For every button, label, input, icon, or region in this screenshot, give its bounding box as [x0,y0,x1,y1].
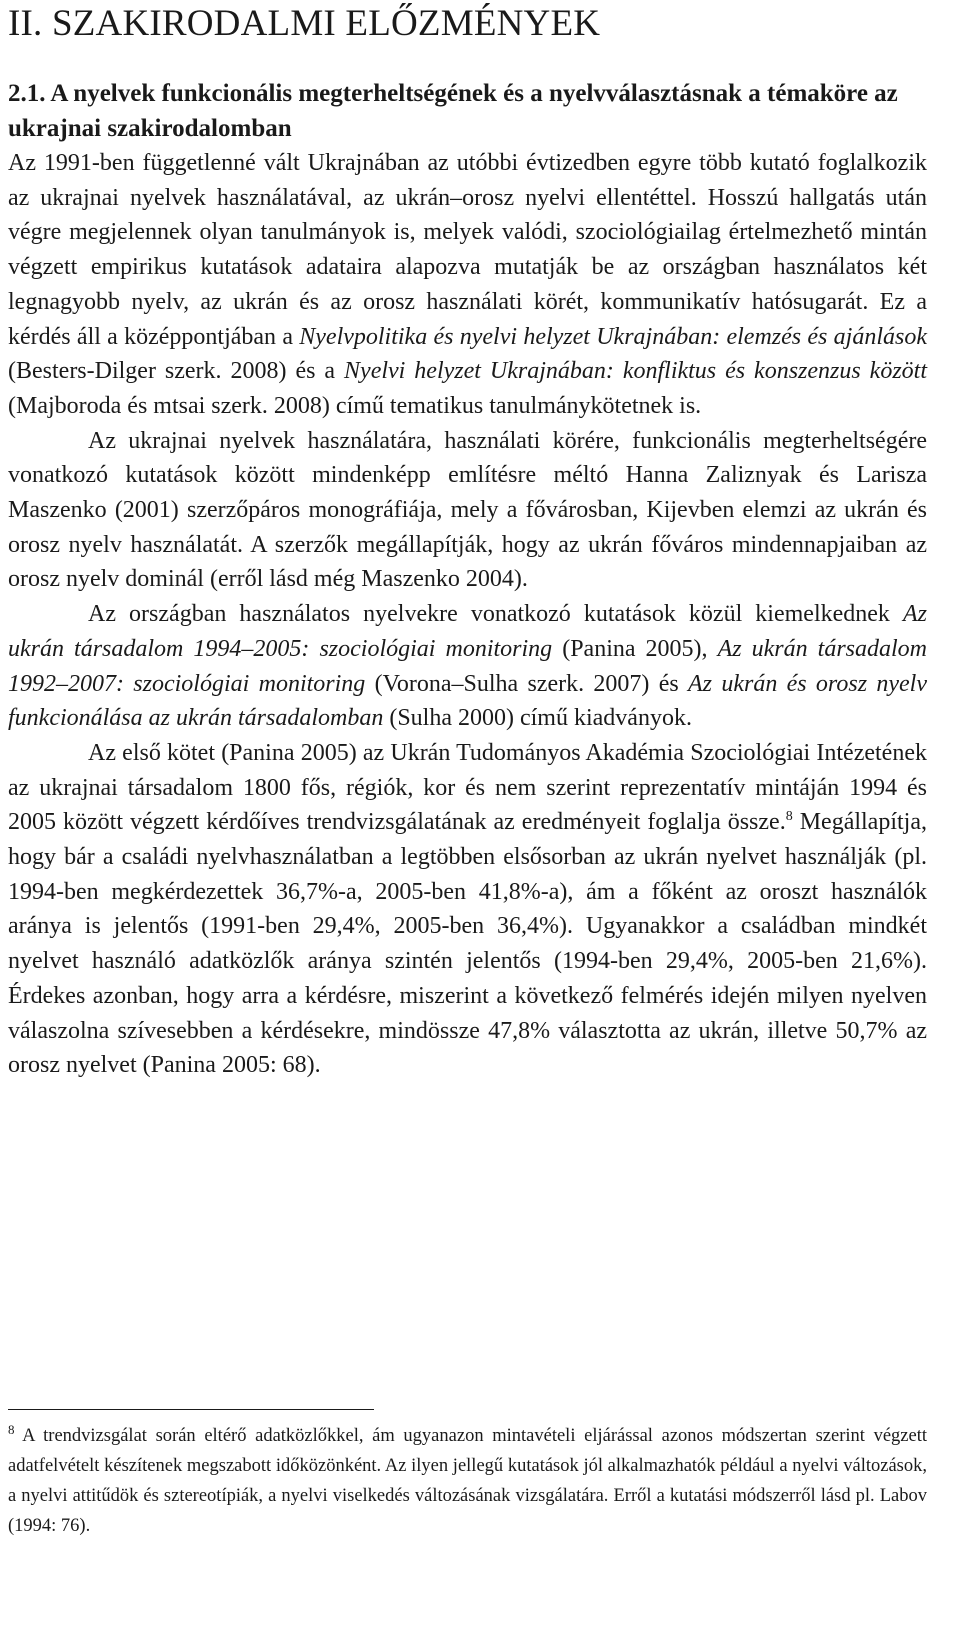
footnote-text: A trendvizsgálat során eltérő adatközlőkkel, ám ugyanazon mintavételi eljárással azonos módszertan szerint végzett adatfelvételt készítenek megszabott időközönként. Az ilyen jellegű kutatások jól alkalmazhatók például a nyelvi változások, a nyelvi attitűdök és sztereotípiák, a nyelvi viselkedés változásának vizsgálatára. Erről a kutatási módszerről lásd pl. Labov (1994: 76). [8,1426,927,1536]
paragraph-text: (Majboroda és mtsai szerk. 2008) című tematikus tanulmánykötetnek is. [8,392,702,419]
book-title: Az ukrán és orosz nyelv funkcionálása az ukrán társadalomban [8,670,927,732]
book-title: Nyelvpolitika és nyelvi helyzet Ukrajnában: elemzés és ajánlások [299,323,927,350]
paragraph-4 [8,736,927,1083]
footnote-mark: 8 [8,1421,15,1437]
paragraph-3 [8,597,927,736]
paragraph-text: (Vorona–Sulha szerk. 2007) és [365,670,689,697]
paragraph-text: (Sulha 2000) című kiadványok. [383,705,692,732]
paragraph-text: (Panina 2005), [552,635,718,662]
footnote [8,1421,927,1541]
section-title: 2.1. A nyelvek funkcionális megterheltségének és a nyelvválasztásnak a témaköre az ukrajnai szakirodalomban [8,80,898,142]
paragraph-text: Az első kötet (Panina 2005) az Ukrán Tudományos Akadémia Szociológiai Intézetének az ukrajnai társadalom 1800 fős, régiók, kor és nem szerint reprezentatív mintáján 1994 és 2005 között végzett kérdőíves trendvizsgálatának az eredményeit foglalja össze. [8,739,927,836]
paragraph-1 [8,146,927,424]
footnote-separator [8,1409,374,1410]
paragraph-text: (Besters-Dilger szerk. 2008) és a [8,358,345,385]
book-title: Az ukrán társadalom 1992–2007: szociológiai monitoring [8,635,928,697]
chapter-title: II. SZAKIRODALMI ELŐZMÉNYEK [8,3,601,44]
book-title: Nyelvi helyzet Ukrajnában: konfliktus és konszenzus között [344,358,928,385]
paragraph-text: Az országban használatos nyelvekre vonatkozó kutatások közül kiemelkednek [88,601,903,628]
footnote-reference[interactable]: 8 [785,809,793,825]
document-page [0,2,960,1626]
book-title: Az ukrán társadalom 1994–2005: szociológiai monitoring [8,601,927,662]
paragraph-text: Megállapítja, hogy bár a családi nyelvhasználatban a legtöbben elsősorban az ukrán nyelvet használják (pl. 1994-ben megkérdezettek 36,7%-a, 2005-ben 41,8%-a), ám a főként az oroszt használók aránya is jelentős (1991-ben 29,4%, 2005-ben 36,4%). Ugyanakkor a családban mindkét nyelvet használó adatközlők aránya szintén jelentős (1994-ben 29,4%, 2005-ben 21,6%). Érdekes azonban, hogy arra a kérdésre, miszerint a következő felmérés idején milyen nyelven válaszolna szívesebben a kérdésekre, mindössze 47,8% választotta az ukrán, illetve 50,7% az orosz nyelvet (Panina 2005: 68). [8,809,927,1079]
paragraph-2: Az ukrajnai nyelvek használatára, használati körére, funkcionális megterheltségére vonatkozó kutatások között mindenképp említésre méltó Hanna Zaliznyak és Larisza Maszenko (2001) szerzőpáros monográfiája, mely a fővárosban, Kijevben elemzi az ukrán és orosz nyelv használatát. A szerzők megállapítják, hogy az ukrán főváros mindennapjaiban az orosz nyelv dominál (erről lásd még Maszenko 2004). [8,427,927,593]
paragraph-text: Az 1991-ben függetlenné vált Ukrajnában az utóbbi évtizedben egyre több kutató foglalkozik az ukrajnai nyelvek használatával, az ukrán–orosz nyelvi ellentéttel. Hosszú hallgatás után végre megjelennek olyan tanulmányok is, melyek valódi, szociológiailag értelmezhető mintán végzett empirikus kutatások adataira alapozva mutatják be az országban használatos két legnagyobb nyelv, az ukrán és az orosz használati körét, kommunikatív hatósugarát. Ez a kérdés áll a középpontjában a [8,150,927,350]
